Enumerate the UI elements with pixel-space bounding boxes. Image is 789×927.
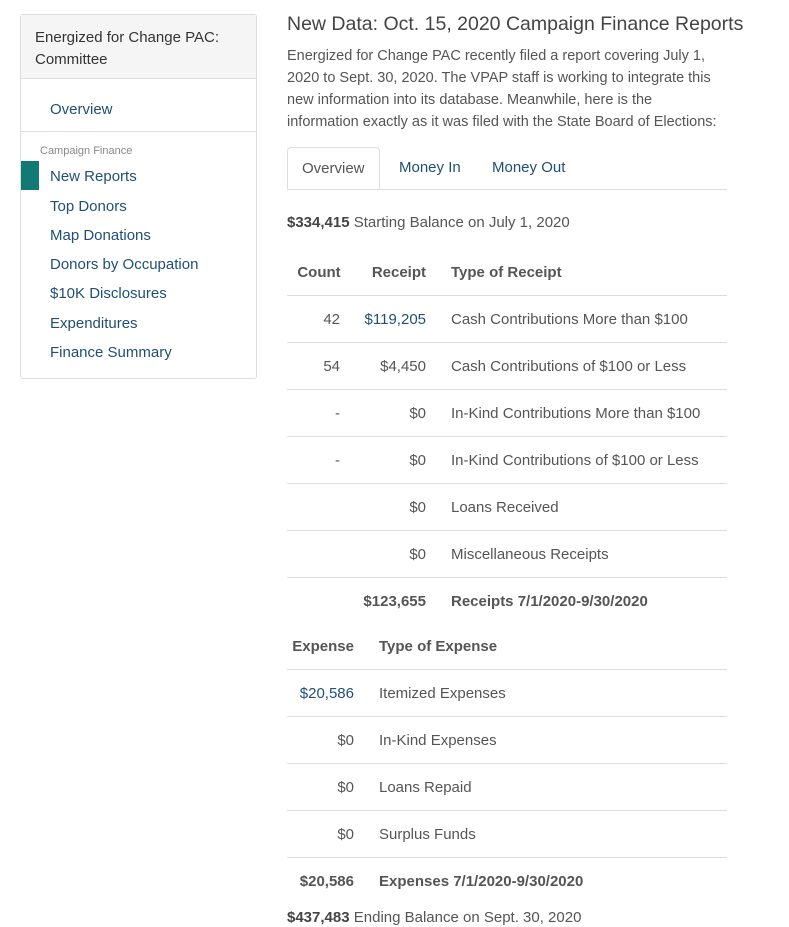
sidebar-item-top-donors[interactable]: Top Donors: [50, 198, 127, 215]
table-row: [287, 717, 727, 764]
expense-amount: $0: [287, 764, 355, 811]
table-row: [287, 811, 727, 858]
starting-balance: [287, 214, 570, 231]
sidebar-item-finance-summary[interactable]: Finance Summary: [50, 344, 172, 361]
intro-text: Energized for Change PAC recently filed a report covering July 1, 2020 to Sept. 30, 2020. The VPAP staff is working to integrate this new information into its database. Meanwhile, here is the information exactly as it was filed with the State Board of Elections:: [287, 48, 717, 130]
tab-overview[interactable]: Overview: [287, 147, 380, 189]
expense-type: Itemized Expenses: [378, 670, 727, 717]
count-cell: 42: [287, 296, 351, 343]
receipt-amount-link[interactable]: $119,205: [351, 296, 427, 343]
divider: [21, 131, 256, 132]
column-header-receipt: Receipt: [351, 249, 427, 296]
count-cell: [287, 484, 351, 531]
total-row: [287, 858, 727, 905]
table-header-row: [287, 623, 727, 670]
receipt-type: Cash Contributions More than $100: [450, 296, 727, 343]
sidebar: [20, 14, 257, 379]
expenses-total-amount: $20,586: [299, 872, 354, 890]
expense-amount: $0: [287, 717, 355, 764]
column-header-expense: Expense: [287, 623, 355, 670]
receipt-type: Cash Contributions of $100 or Less: [450, 343, 727, 390]
sidebar-item-donors-by-occupation[interactable]: Donors by Occupation: [50, 256, 199, 273]
sidebar-item-map-donations[interactable]: Map Donations: [50, 227, 151, 244]
active-item-marker: [21, 161, 39, 190]
sidebar-section-label: Campaign Finance: [40, 145, 133, 157]
receipt-amount: $0: [351, 437, 427, 484]
ending-balance-label: Ending Balance on Sept. 30, 2020: [353, 909, 582, 926]
receipt-type: Loans Received: [450, 484, 727, 531]
table-row: [287, 343, 727, 390]
receipts-total-amount: $123,655: [363, 592, 426, 610]
table-row: [287, 670, 727, 717]
expenses-table: [287, 623, 727, 904]
count-cell: -: [287, 390, 351, 437]
expense-amount: $0: [287, 811, 355, 858]
column-header-type-of-receipt: Type of Receipt: [450, 249, 727, 296]
expenses-total-label: Expenses 7/1/2020-9/30/2020: [379, 872, 584, 890]
tab-bar: [287, 147, 727, 190]
expense-amount-link[interactable]: $20,586: [287, 670, 355, 717]
column-header-type-of-expense: Type of Expense: [378, 623, 727, 670]
table-row: [287, 390, 727, 437]
receipt-amount: $0: [351, 531, 427, 578]
receipt-amount: $0: [351, 484, 427, 531]
receipt-amount: $4,450: [351, 343, 427, 390]
sidebar-item-new-reports[interactable]: New Reports: [50, 168, 137, 185]
page-title: New Data: Oct. 15, 2020 Campaign Finance Reports: [287, 13, 744, 35]
total-row: [287, 578, 727, 625]
expense-type: Surplus Funds: [378, 811, 727, 858]
table-row: [287, 531, 727, 578]
committee-name: Energized for Change PAC: Committee: [21, 15, 256, 79]
expense-type: In-Kind Expenses: [378, 717, 727, 764]
tab-money-in[interactable]: Money In: [399, 159, 461, 176]
sidebar-item-expenditures[interactable]: Expenditures: [50, 315, 138, 332]
tab-money-out[interactable]: Money Out: [492, 159, 566, 176]
receipt-amount: $0: [351, 390, 427, 437]
receipt-type: In-Kind Contributions of $100 or Less: [450, 437, 727, 484]
ending-balance-amount: $437,483: [287, 909, 350, 926]
count-cell: -: [287, 437, 351, 484]
table-header-row: [287, 249, 727, 296]
starting-balance-amount: $334,415: [287, 214, 350, 231]
table-row: [287, 764, 727, 811]
receipts-table: [287, 249, 727, 624]
column-header-count: Count: [287, 249, 351, 296]
expense-type: Loans Repaid: [378, 764, 727, 811]
sidebar-item-overview[interactable]: Overview: [50, 101, 113, 118]
count-cell: 54: [287, 343, 351, 390]
table-row: [287, 437, 727, 484]
table-row: [287, 296, 727, 343]
sidebar-item-10k-disclosures[interactable]: $10K Disclosures: [50, 285, 167, 302]
receipts-total-label: Receipts 7/1/2020-9/30/2020: [451, 592, 648, 610]
count-cell: [287, 531, 351, 578]
starting-balance-label: Starting Balance on July 1, 2020: [353, 214, 570, 231]
ending-balance: [287, 909, 581, 926]
table-row: [287, 484, 727, 531]
receipt-type: Miscellaneous Receipts: [450, 531, 727, 578]
receipt-type: In-Kind Contributions More than $100: [450, 390, 727, 437]
